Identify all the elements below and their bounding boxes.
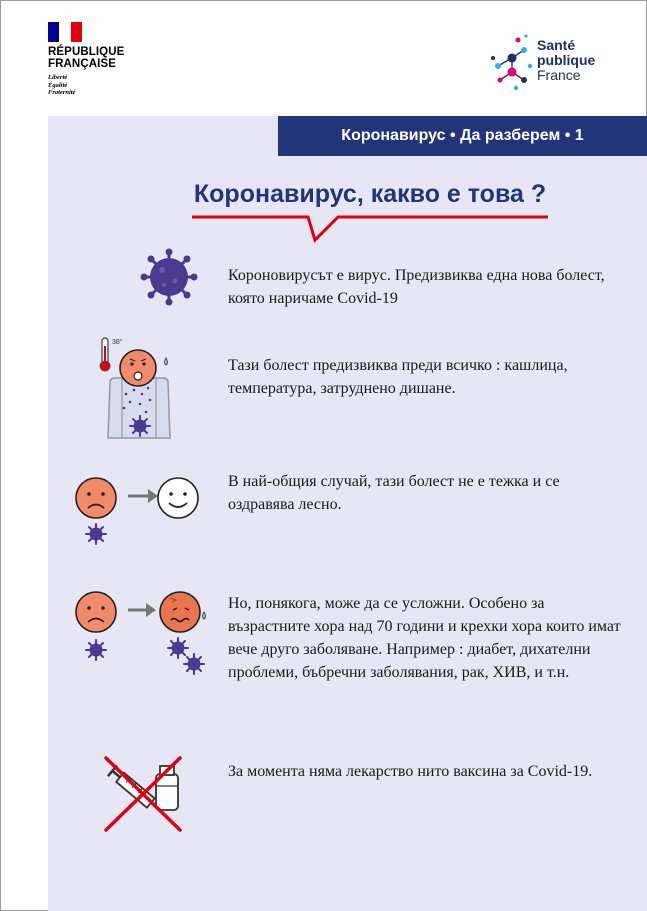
no-treatment-icon xyxy=(100,754,186,834)
section-banner: Коронавирус • Да разберем • 1 xyxy=(278,116,647,156)
spf-network-icon xyxy=(490,28,536,98)
french-flag-icon xyxy=(48,22,82,42)
rf-line2: FRANÇAISE xyxy=(48,58,116,70)
thermometer-label: 38° xyxy=(112,339,123,346)
complication-icon xyxy=(72,588,212,680)
item-1-text: Короновирусът е вирус. Предизвиква една нова болест, която наричаме Covid-19 xyxy=(228,267,605,307)
sante-publique-france-logo xyxy=(490,28,620,98)
recovery-icon xyxy=(72,470,206,548)
item-2-text: Тази болест предизвиква преди всичко : кашлица, температура, затруднено дишане. xyxy=(228,357,568,397)
republique-francaise-logo xyxy=(48,22,158,102)
sick-person-icon xyxy=(96,334,182,442)
item-3-text: В най-общия случай, тази болест не е тежка и се оздравява лесно. xyxy=(228,473,560,513)
rf-motto: Liberté Égalité Fraternité xyxy=(48,74,76,96)
title-speech-underline xyxy=(190,214,550,244)
spf-line1: Santé xyxy=(537,37,576,53)
small-virus-icon xyxy=(130,416,150,436)
item-4-text: Но, понякога, може да се усложни. Особено за възрастните хора над 70 години и крехки хора които имат вече друго заболяване. Например : диабет, дихателни проблеми, бъбречни заболявания, рак, ХИВ, и т.н. xyxy=(228,595,621,681)
spf-line2: publique xyxy=(537,52,596,68)
virus-icon xyxy=(140,248,198,306)
item-5-text: За момента няма лекарство нито ваксина за Covid-19. xyxy=(228,763,593,780)
page-title: Коронавирус, какво е това ? xyxy=(193,180,547,208)
rf-line1: RÉPUBLIQUE xyxy=(48,46,125,58)
spf-line3: France xyxy=(537,67,581,83)
